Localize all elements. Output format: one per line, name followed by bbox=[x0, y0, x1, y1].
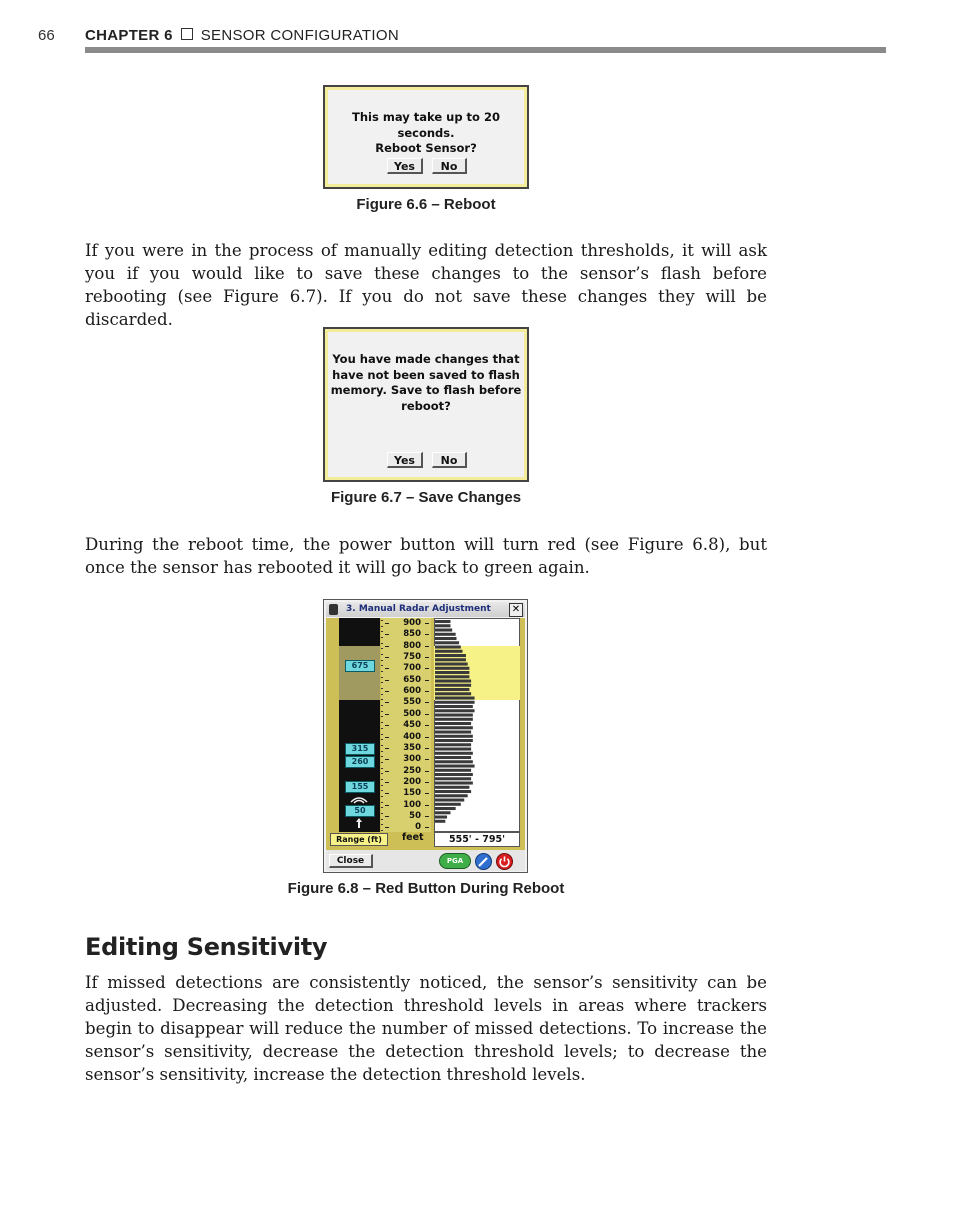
scale-tick-label: 100 bbox=[403, 799, 421, 810]
save-changes-message bbox=[325, 352, 527, 414]
reboot-message-line: Reboot Sensor? bbox=[375, 141, 477, 155]
detection-bar bbox=[435, 777, 471, 780]
scale-tick-mark bbox=[385, 748, 389, 749]
scale-tick-mark bbox=[425, 623, 429, 624]
scale-minor-tick bbox=[381, 654, 383, 655]
detection-bar bbox=[435, 641, 459, 644]
scale-tick-mark bbox=[385, 725, 389, 726]
scale-minor-tick bbox=[381, 660, 383, 661]
scale-minor-tick bbox=[381, 751, 383, 752]
scale-minor-tick bbox=[381, 807, 383, 808]
message-line: memory. Save to flash before bbox=[330, 383, 522, 397]
edit-icon[interactable] bbox=[475, 853, 492, 870]
detection-bar bbox=[435, 629, 452, 632]
scale-tick-label: 800 bbox=[403, 640, 421, 651]
detection-bar bbox=[435, 790, 471, 793]
scale-tick-label: 50 bbox=[409, 810, 421, 821]
range-readout: 555' - 795' bbox=[434, 832, 520, 847]
body-paragraph: During the reboot time, the power button will turn red (see Figure 6.8), but once the sensor has rebooted it will go back to green again. bbox=[85, 535, 767, 577]
scale-tick-mark bbox=[385, 691, 389, 692]
scale-tick-label: 500 bbox=[403, 708, 421, 719]
scale-minor-tick bbox=[381, 665, 383, 666]
detection-bar bbox=[435, 654, 466, 657]
radar-panel bbox=[326, 618, 525, 850]
pga-icon[interactable]: PGA bbox=[439, 853, 471, 869]
scale-tick-mark bbox=[425, 827, 429, 828]
scale-tick-label: 750 bbox=[403, 652, 421, 663]
detection-bar bbox=[435, 650, 463, 653]
message-line: reboot? bbox=[401, 398, 451, 413]
detection-bar bbox=[435, 658, 466, 661]
scale-minor-tick bbox=[381, 785, 383, 786]
detection-bar bbox=[435, 799, 464, 802]
detection-bar bbox=[435, 688, 469, 691]
radar-wave-icon bbox=[349, 794, 369, 804]
scale-tick-label: 550 bbox=[403, 697, 421, 708]
window-titlebar bbox=[326, 602, 525, 617]
detection-bar bbox=[435, 731, 471, 734]
chapter-title: SENSOR CONFIGURATION bbox=[200, 27, 399, 44]
scale-tick-label: 900 bbox=[403, 618, 421, 628]
scale-tick-mark bbox=[425, 657, 429, 658]
detection-bar bbox=[435, 765, 475, 768]
detection-bar bbox=[435, 760, 473, 763]
scale-minor-tick bbox=[381, 728, 383, 729]
scale-tick-mark bbox=[425, 691, 429, 692]
scale-tick-mark bbox=[425, 748, 429, 749]
scale-tick-mark bbox=[425, 702, 429, 703]
detection-bar bbox=[435, 773, 473, 776]
detection-bar bbox=[435, 675, 469, 678]
detection-bar bbox=[435, 680, 471, 683]
range-scale bbox=[381, 618, 431, 832]
scale-tick-label: 150 bbox=[403, 788, 421, 799]
marker-badge[interactable]: 260 bbox=[345, 756, 375, 768]
scale-minor-tick bbox=[381, 705, 383, 706]
scale-minor-tick bbox=[381, 762, 383, 763]
scale-minor-tick bbox=[381, 830, 383, 831]
scale-minor-tick bbox=[381, 699, 383, 700]
scale-minor-tick bbox=[381, 716, 383, 717]
figure-caption: Figure 6.6 – Reboot bbox=[356, 196, 496, 213]
scale-minor-tick bbox=[381, 637, 383, 638]
header-rule bbox=[85, 47, 886, 53]
detection-bar bbox=[435, 769, 471, 772]
detection-bar bbox=[435, 816, 447, 819]
detection-bar bbox=[435, 620, 450, 623]
reboot-message-line: This may take up to 20 seconds. bbox=[352, 110, 500, 140]
scale-tick-label: 0 bbox=[415, 822, 421, 833]
detection-bar bbox=[435, 684, 471, 687]
detection-bar bbox=[435, 803, 461, 806]
scale-tick-mark bbox=[385, 714, 389, 715]
reboot-message bbox=[325, 110, 527, 157]
scale-minor-tick bbox=[381, 694, 383, 695]
body-paragraph: If missed detections are consistently noticed, the sensor’s sensitivity can be adjusted. Decreasing the detection threshold levels in areas where trackers begin to disappear will reduce the number of missed detections. To increase the sensor’s sensitivity, decrease the detection threshold levels; to decrease the sensor’s sensitivity, increase the detection threshold levels. bbox=[85, 973, 767, 1084]
message-line: You have made changes that bbox=[332, 352, 520, 366]
scale-tick-mark bbox=[385, 816, 389, 817]
scale-tick-mark bbox=[385, 759, 389, 760]
chapter-label: CHAPTER 6 bbox=[85, 27, 173, 44]
manual-radar-adjustment-window bbox=[323, 599, 528, 873]
scale-tick-mark bbox=[425, 782, 429, 783]
no-button[interactable]: No bbox=[432, 452, 467, 468]
detection-bar bbox=[435, 807, 456, 810]
range-ft-button[interactable]: Range (ft) bbox=[330, 833, 388, 846]
scale-tick-mark bbox=[425, 725, 429, 726]
scale-tick-label: 350 bbox=[403, 742, 421, 753]
scale-minor-tick bbox=[381, 677, 383, 678]
scale-minor-tick bbox=[381, 773, 383, 774]
detection-bar bbox=[435, 752, 473, 755]
save-changes-dialog bbox=[323, 327, 529, 482]
detection-bar bbox=[435, 743, 471, 746]
scale-tick-mark bbox=[425, 714, 429, 715]
detection-bar bbox=[435, 726, 473, 729]
scale-tick-mark bbox=[425, 634, 429, 635]
bottom-toolbar bbox=[326, 850, 525, 871]
detection-bar bbox=[435, 705, 473, 708]
scale-tick-mark bbox=[385, 680, 389, 681]
app-icon bbox=[329, 604, 338, 615]
body-paragraph: If you were in the process of manually editing detection thresholds, it will ask you if you would like to save these changes to the sensor’s flash before rebooting (see Figure 6.7). If you do not save these changes they will be discarded. bbox=[85, 241, 767, 329]
scale-tick-label: 450 bbox=[403, 720, 421, 731]
scale-minor-tick bbox=[381, 631, 383, 632]
detection-bar bbox=[435, 646, 461, 649]
scale-minor-tick bbox=[381, 802, 383, 803]
page-number: 66 bbox=[38, 27, 55, 44]
scale-minor-tick bbox=[381, 779, 383, 780]
detection-bar bbox=[435, 633, 456, 636]
detection-bar bbox=[435, 714, 473, 717]
scale-minor-tick bbox=[381, 643, 383, 644]
scale-minor-tick bbox=[381, 620, 383, 621]
detection-bar bbox=[435, 739, 473, 742]
scale-tick-label: 850 bbox=[403, 629, 421, 640]
detection-bar bbox=[435, 748, 471, 751]
scale-minor-tick bbox=[381, 745, 383, 746]
detection-bars bbox=[434, 618, 520, 832]
detection-bar bbox=[435, 671, 469, 674]
section-heading: Editing Sensitivity bbox=[85, 933, 328, 961]
scale-minor-tick bbox=[381, 711, 383, 712]
scale-minor-tick bbox=[381, 819, 383, 820]
units-label: feet bbox=[402, 832, 424, 843]
scale-minor-tick bbox=[381, 768, 383, 769]
scale-tick-mark bbox=[385, 793, 389, 794]
scale-tick-mark bbox=[385, 646, 389, 647]
scale-minor-tick bbox=[381, 648, 383, 649]
scale-tick-mark bbox=[385, 634, 389, 635]
scale-tick-mark bbox=[385, 827, 389, 828]
no-button[interactable]: No bbox=[432, 158, 467, 174]
scale-tick-label: 400 bbox=[403, 731, 421, 742]
detection-bar bbox=[435, 735, 473, 738]
scale-minor-tick bbox=[381, 671, 383, 672]
marker-badge[interactable]: 675 bbox=[345, 660, 375, 672]
scale-tick-mark bbox=[425, 668, 429, 669]
scale-tick-mark bbox=[385, 702, 389, 703]
scale-minor-tick bbox=[381, 734, 383, 735]
scale-tick-mark bbox=[385, 668, 389, 669]
detection-bar bbox=[435, 709, 475, 712]
figure-caption: Figure 6.7 – Save Changes bbox=[330, 489, 522, 506]
reboot-dialog bbox=[323, 85, 529, 189]
scale-tick-mark bbox=[425, 816, 429, 817]
detection-bar bbox=[435, 820, 445, 823]
scale-tick-mark bbox=[425, 793, 429, 794]
scale-minor-tick bbox=[381, 790, 383, 791]
scale-tick-mark bbox=[425, 646, 429, 647]
selected-range-band bbox=[339, 646, 380, 700]
detection-bar bbox=[435, 667, 469, 670]
detection-bar bbox=[435, 794, 468, 797]
detection-bar bbox=[435, 782, 473, 785]
scale-minor-tick bbox=[381, 682, 383, 683]
detection-bar bbox=[435, 756, 471, 759]
scale-minor-tick bbox=[381, 688, 383, 689]
detection-bar bbox=[435, 722, 471, 725]
scale-tick-label: 600 bbox=[403, 686, 421, 697]
up-arrow-icon bbox=[355, 817, 363, 829]
detection-bar bbox=[435, 811, 450, 814]
scale-minor-tick bbox=[381, 796, 383, 797]
yes-button[interactable]: Yes bbox=[387, 158, 423, 174]
scale-tick-label: 700 bbox=[403, 663, 421, 674]
detection-bar bbox=[435, 786, 469, 789]
detection-bar bbox=[435, 692, 471, 695]
scale-tick-mark bbox=[385, 737, 389, 738]
separator-box-icon bbox=[181, 28, 193, 40]
scale-tick-mark bbox=[385, 782, 389, 783]
detection-bar bbox=[435, 663, 468, 666]
marker-badge[interactable]: 155 bbox=[345, 781, 375, 793]
scale-tick-label: 650 bbox=[403, 674, 421, 685]
window-title: 3. Manual Radar Adjustment bbox=[346, 604, 491, 614]
scale-minor-tick bbox=[381, 739, 383, 740]
yes-button[interactable]: Yes bbox=[387, 452, 423, 468]
scale-tick-mark bbox=[385, 805, 389, 806]
scale-minor-tick bbox=[381, 626, 383, 627]
close-icon[interactable]: ✕ bbox=[509, 603, 523, 617]
detection-bar bbox=[435, 624, 450, 627]
scale-minor-tick bbox=[381, 824, 383, 825]
close-button[interactable]: Close bbox=[329, 854, 373, 868]
scale-minor-tick bbox=[381, 756, 383, 757]
scale-tick-mark bbox=[425, 759, 429, 760]
power-icon[interactable] bbox=[496, 853, 513, 870]
scale-tick-mark bbox=[425, 771, 429, 772]
scale-tick-mark bbox=[385, 657, 389, 658]
figure-caption: Figure 6.8 – Red Button During Reboot bbox=[287, 880, 565, 897]
scale-minor-tick bbox=[381, 813, 383, 814]
detection-bar bbox=[435, 701, 475, 704]
scale-tick-mark bbox=[425, 680, 429, 681]
scale-tick-label: 200 bbox=[403, 776, 421, 787]
scale-tick-label: 300 bbox=[403, 754, 421, 765]
message-line: have not been saved to flash bbox=[332, 367, 520, 382]
detection-bar bbox=[435, 718, 473, 721]
scale-minor-tick bbox=[381, 722, 383, 723]
scale-tick-mark bbox=[425, 737, 429, 738]
scale-tick-mark bbox=[425, 805, 429, 806]
scale-tick-label: 250 bbox=[403, 765, 421, 776]
scale-tick-mark bbox=[385, 623, 389, 624]
detection-bar bbox=[435, 637, 457, 640]
marker-badge[interactable]: 315 bbox=[345, 743, 375, 755]
marker-badge[interactable]: 50 bbox=[345, 805, 375, 817]
detection-bar bbox=[435, 697, 475, 700]
scale-tick-mark bbox=[385, 771, 389, 772]
chapter-header bbox=[85, 27, 399, 44]
